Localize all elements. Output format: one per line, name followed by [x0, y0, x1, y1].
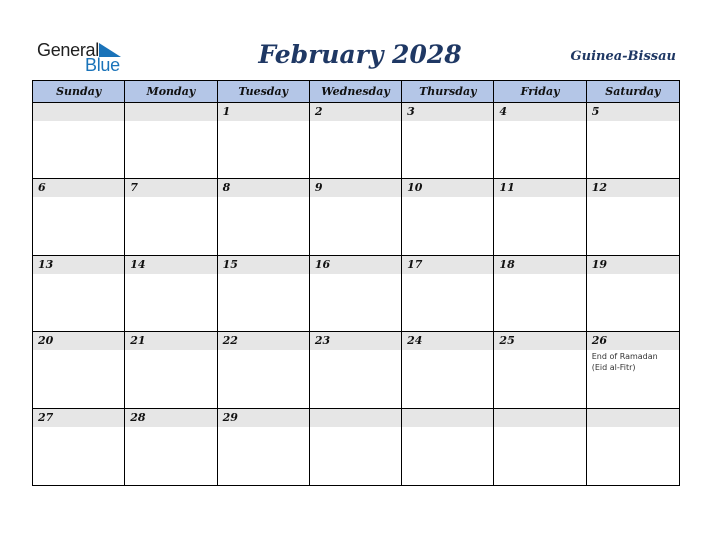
- day-number: 1: [218, 103, 309, 121]
- empty-day-cell: [587, 409, 679, 485]
- day-number: 7: [125, 179, 216, 197]
- day-number: 13: [33, 256, 124, 274]
- empty-day-cell: [125, 103, 217, 179]
- day-cell-3[interactable]: [402, 103, 494, 179]
- empty-day-cell: [494, 409, 586, 485]
- day-number: 21: [125, 332, 216, 350]
- weekday-header-wednesday: Wednesday: [310, 81, 402, 103]
- day-number: [587, 409, 679, 427]
- day-cell-15[interactable]: [218, 256, 310, 332]
- day-cell-29[interactable]: [218, 409, 310, 485]
- day-number: 28: [125, 409, 216, 427]
- logo-word-general: General: [37, 40, 99, 60]
- day-cell-26[interactable]: [587, 332, 679, 408]
- weekday-header-monday: Monday: [125, 81, 217, 103]
- day-number: 14: [125, 256, 216, 274]
- day-cell-28[interactable]: [125, 409, 217, 485]
- day-number: [494, 409, 585, 427]
- day-cell-7[interactable]: [125, 179, 217, 255]
- day-number: 6: [33, 179, 124, 197]
- day-cell-2[interactable]: [310, 103, 402, 179]
- day-number: 8: [218, 179, 309, 197]
- weekday-header-saturday: Saturday: [587, 81, 679, 103]
- empty-day-cell: [33, 103, 125, 179]
- weekday-header-friday: Friday: [494, 81, 586, 103]
- day-cell-16[interactable]: [310, 256, 402, 332]
- day-number: 27: [33, 409, 124, 427]
- day-number: 15: [218, 256, 309, 274]
- holiday-event: End of Ramadan (Eid al-Fitr): [591, 352, 658, 373]
- empty-day-cell: [310, 409, 402, 485]
- weekday-header-thursday: Thursday: [402, 81, 494, 103]
- generalblue-logo: [37, 40, 127, 74]
- day-number: 20: [33, 332, 124, 350]
- day-number: [402, 409, 493, 427]
- day-cell-22[interactable]: [218, 332, 310, 408]
- day-number: [33, 103, 124, 121]
- day-number: [125, 103, 216, 121]
- day-number: 12: [587, 179, 679, 197]
- weekday-header-sunday: Sunday: [33, 81, 125, 103]
- day-cell-14[interactable]: [125, 256, 217, 332]
- day-cell-8[interactable]: [218, 179, 310, 255]
- day-number: 2: [310, 103, 401, 121]
- day-cell-23[interactable]: [310, 332, 402, 408]
- day-number: 11: [494, 179, 585, 197]
- day-cell-21[interactable]: [125, 332, 217, 408]
- country-name: Guinea-Bissau: [570, 49, 676, 64]
- day-number: 24: [402, 332, 493, 350]
- day-number: 17: [402, 256, 493, 274]
- day-cell-4[interactable]: [494, 103, 586, 179]
- day-cell-12[interactable]: [587, 179, 679, 255]
- day-cell-1[interactable]: [218, 103, 310, 179]
- logo-word-blue: Blue: [85, 55, 120, 75]
- empty-day-cell: [402, 409, 494, 485]
- day-number: 26: [587, 332, 679, 350]
- day-number: 4: [494, 103, 585, 121]
- day-number: 10: [402, 179, 493, 197]
- day-cell-27[interactable]: [33, 409, 125, 485]
- day-cell-10[interactable]: [402, 179, 494, 255]
- day-cell-18[interactable]: [494, 256, 586, 332]
- weekday-header-tuesday: Tuesday: [218, 81, 310, 103]
- day-number: 16: [310, 256, 401, 274]
- day-number: 23: [310, 332, 401, 350]
- day-number: 3: [402, 103, 493, 121]
- day-number: 5: [587, 103, 679, 121]
- day-cell-6[interactable]: [33, 179, 125, 255]
- day-number: [310, 409, 401, 427]
- day-cell-5[interactable]: [587, 103, 679, 179]
- day-cell-9[interactable]: [310, 179, 402, 255]
- day-number: 22: [218, 332, 309, 350]
- day-cell-19[interactable]: [587, 256, 679, 332]
- day-cell-20[interactable]: [33, 332, 125, 408]
- day-cell-17[interactable]: [402, 256, 494, 332]
- calendar-title: February 2028: [258, 40, 462, 69]
- day-number: 19: [587, 256, 679, 274]
- day-number: 18: [494, 256, 585, 274]
- day-cell-25[interactable]: [494, 332, 586, 408]
- calendar-grid: [32, 80, 680, 486]
- day-cell-13[interactable]: [33, 256, 125, 332]
- day-cell-11[interactable]: [494, 179, 586, 255]
- day-number: 9: [310, 179, 401, 197]
- day-number: 25: [494, 332, 585, 350]
- day-number: 29: [218, 409, 309, 427]
- day-cell-24[interactable]: [402, 332, 494, 408]
